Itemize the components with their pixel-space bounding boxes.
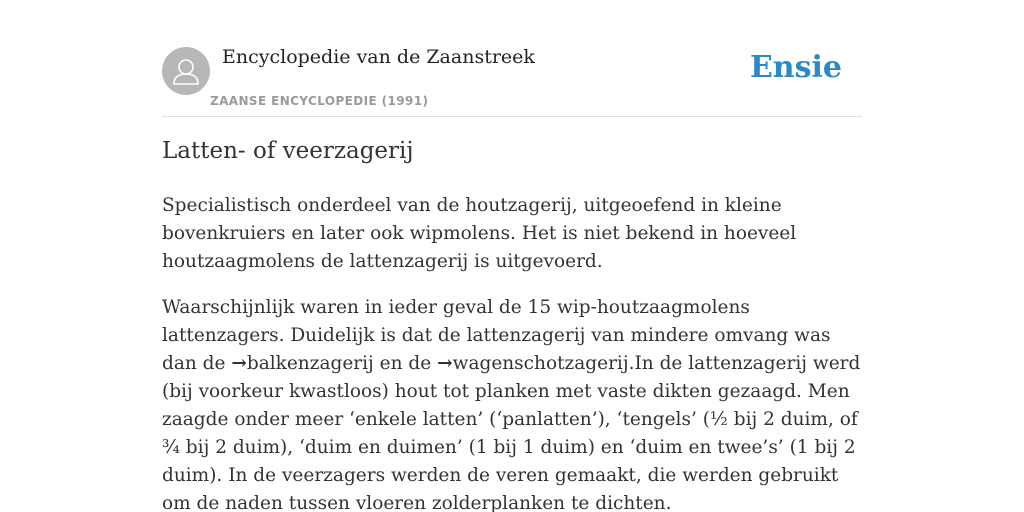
link-balkenzagerij[interactable]: balkenzagerij xyxy=(246,353,374,374)
source-title[interactable]: Encyclopedie van de Zaanstreek xyxy=(222,46,535,68)
link-wagenschotzagerij[interactable]: wagenschotzagerij xyxy=(452,353,629,374)
article-title: Latten- of veerzagerij xyxy=(162,138,414,164)
brand-logo[interactable]: Ensie xyxy=(749,50,842,85)
source-subtitle: ZAANSE ENCYCLOPEDIE (1991) xyxy=(210,94,429,108)
source-header xyxy=(162,36,862,117)
user-icon xyxy=(162,47,210,95)
paragraph xyxy=(162,294,862,512)
arrow-icon: → xyxy=(231,353,247,374)
paragraph-text: .In de lattenzagerij werd (bij voorkeur kwastloos) hout tot planken met vaste dikten gezaagd. Men zaagde onder meer ‘enkele latten’ (‘panlatten’), ‘tengels’ (½ bij 2 duim, of ¾ bij 2 duim), ‘duim en duimen’ (1 bij 1 duim) en ‘duim en twee’s’ (1 bij 2 duim). In de veerzagers werden de veren gemaakt, die werden gebruikt om de naden tussen vloeren zolderplanken te dichten. xyxy=(162,353,861,512)
paragraph-text: Waarschijnlijk waren in ieder geval de 15 wip-houtzaagmolens lattenzagers. Duidelijk is dat de lattenzagerij van mindere omvang was dan de xyxy=(162,297,831,374)
avatar[interactable] xyxy=(162,47,210,95)
article-body xyxy=(162,192,862,512)
arrow-icon: → xyxy=(437,353,453,374)
paragraph-text: en de xyxy=(373,353,438,374)
paragraph: Specialistisch onderdeel van de houtzagerij, uitgeoefend in kleine bovenkruiers en later ook wipmolens. Het is niet bekend in hoeveel houtzaagmolens de lattenzagerij is uitgevoerd. xyxy=(162,195,797,272)
